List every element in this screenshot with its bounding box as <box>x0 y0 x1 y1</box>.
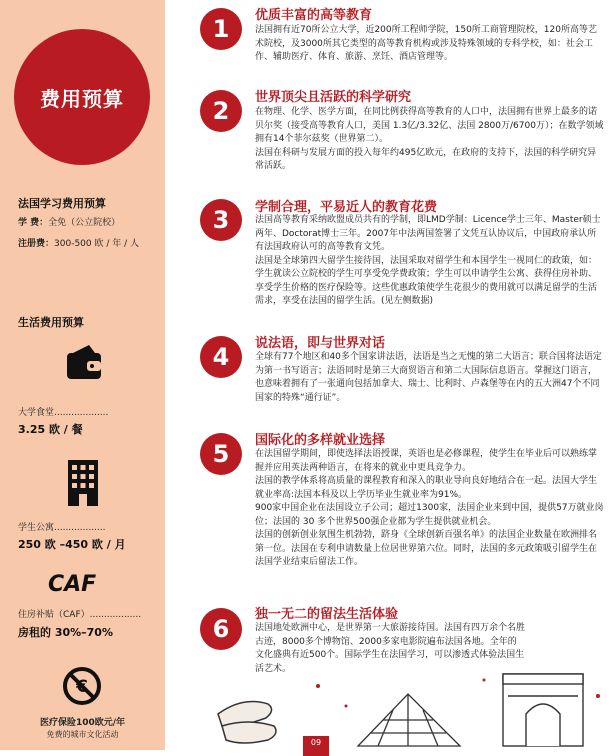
section-number: 3 <box>200 199 242 241</box>
section-body <box>255 106 605 174</box>
budget-badge <box>14 29 150 165</box>
caf-label: 住房补贴（CAF）.................. <box>18 610 142 620</box>
pyramid-icon <box>358 694 460 746</box>
section-body <box>255 214 605 309</box>
section-paragraph: 法国在科研与发展方面的投入每年约495亿欧元，在政府的支持下，法国的科学研究异常活跃。 <box>255 147 597 171</box>
living-cost-title: 生活费用预算 <box>18 316 84 329</box>
section-number: 6 <box>200 608 242 650</box>
study-cost-title: 法国学习费用预算 <box>18 197 106 210</box>
tuition-value: 全免（公立院校） <box>48 218 121 228</box>
section-paragraph: 法国是全球第四大留学生接待国，法国采取对留学生和本国学生一视同仁的政策，如：学生就读公立院校的学生可享受免学费政策；学生可以申请学生公寓、获得住房补助、享受学生价格的医疗保险等。这些优惠政策使学生花很少的费用就可以满足留学的生活需求，享受在法国的留学生活。(见左侧数据) <box>255 255 598 306</box>
section-paragraph: 法国拥有近70所公立大学，近200所工程师学院，150所工商管理院校，120所高等艺术院校，及3000所其它类型的高等教育机构或涉及特殊领域的专科学校，如：社会工作、辅助医疗、体育、旅游、烹饪、酒店管理等。 <box>255 25 597 62</box>
insurance-sub: 免费的城市文化活动 <box>46 730 119 739</box>
section-body <box>255 351 605 405</box>
section-number: 1 <box>200 8 242 50</box>
section-title: 独一无二的留法生活体验 <box>255 607 399 622</box>
euro-no-icon <box>62 666 102 706</box>
section-title: 学制合理，平易近人的教育花费 <box>255 200 438 215</box>
page-number: 09 <box>303 736 329 756</box>
section-number: 4 <box>200 336 242 378</box>
budget-badge-label: 费用预算 <box>40 86 124 111</box>
section-number: 5 <box>200 433 242 475</box>
section-body <box>255 448 605 570</box>
section-paragraph: 法国的创新创业氛围生机勃勃，跻身《全球创新百强名单》的法国企业数量在欧洲排名第一位。法国在专利申请数量上位居世界第六位。同时，法国的多元政策吸引留学生在法国学业结束后留法工作。 <box>255 530 598 567</box>
dorm-value: 250 欧 –450 欧 / 月 <box>18 538 126 551</box>
arc-de-triomphe-icon <box>503 674 583 746</box>
registration-row <box>18 236 139 249</box>
section-title: 说法语，即与世界对话 <box>255 336 386 351</box>
section-number: 2 <box>200 90 242 132</box>
insurance-title: 医疗保险100欧元/年 <box>39 718 126 728</box>
caf-logo: CAF <box>48 572 97 597</box>
paris-landmarks-illustration <box>208 666 608 750</box>
canteen-label: 大学食堂................... <box>18 408 109 418</box>
section-title: 国际化的多样就业选择 <box>255 433 386 448</box>
section-paragraph: 在法国留学期间，即使选择法语授课，英语也是必修课程，使学生在毕业后可以熟练掌握并应用英法两种语言，在将来的就业中更具竞争力。 <box>255 449 598 473</box>
section-title: 优质丰富的高等教育 <box>255 8 373 23</box>
baguette-icon <box>218 702 276 743</box>
tuition-label: 学 费： <box>18 218 49 228</box>
registration-value: 300-500 欧 / 年 / 人 <box>54 239 139 249</box>
svg-text:€: € <box>76 677 88 697</box>
section-paragraph: 900家中国企业在法国设立子公司；超过1300家，法国企业来到中国，提供57万就业岗位；法国的 30 多个世界500强企业都为学生提供就业机会。 <box>255 503 604 527</box>
dorm-label: 学生公寓.................. <box>18 523 106 533</box>
section-body <box>255 24 605 65</box>
section-paragraph: 法国高等教育采纳欧盟成员共有的学制，即LMD学制：Licence学士三年、Master硕士两年、Doctorat博士三年。2007年中法两国签署了文凭互认协议后，中国政府承认所有法国政府认可的高等教育文凭。 <box>255 215 601 252</box>
section-paragraph: 全球有77个地区和40多个国家讲法语，法语是当之无愧的第二大语言；联合国将法语定为第一书写语言；法语同时是第三大商贸语言和第二大国际信息语言。掌握这门语言，也意味着拥有了一张通向包括加拿大、瑞士、比利时、卢森堡等在内的五大洲47个不同国家的特殊“通行证”。 <box>255 352 602 403</box>
tuition-row <box>18 215 120 228</box>
registration-label: 注册费： <box>18 239 55 249</box>
section-paragraph: 法国地处欧洲中心，是世界第一大旅游接待国。法国有四万余个名胜古迹，8000多个博物馆、2000多家电影院遍布法国各地。全年的文化盛典有近500个。国际学生在法国学习，可以渗透式体验法国生活艺术。 <box>255 623 526 674</box>
wallet-icon <box>65 343 103 381</box>
section-title: 世界顶尖且活跃的科学研究 <box>255 90 412 105</box>
caf-value: 房租的 30%–70% <box>18 626 113 639</box>
sidebar <box>0 0 165 750</box>
section-paragraph: 在物理、化学、医学方面，在同比例获得高等教育的人口中，法国拥有世界上最多的诺贝尔奖（接受高等教育人口，美国 1.3亿/3.32亿、法国 2800万/6700万）；在数学领域拥有14个菲尔兹奖（世界第二）。 <box>255 107 604 144</box>
section-paragraph: 法国的教学体系将高质量的课程教育和深入的职业导向良好地结合在一起。法国大学生就业率高:法国本科及以上学历毕业生就业率为91%。 <box>255 476 598 500</box>
building-icon <box>66 460 100 506</box>
canteen-value: 3.25 欧 / 餐 <box>18 423 83 436</box>
